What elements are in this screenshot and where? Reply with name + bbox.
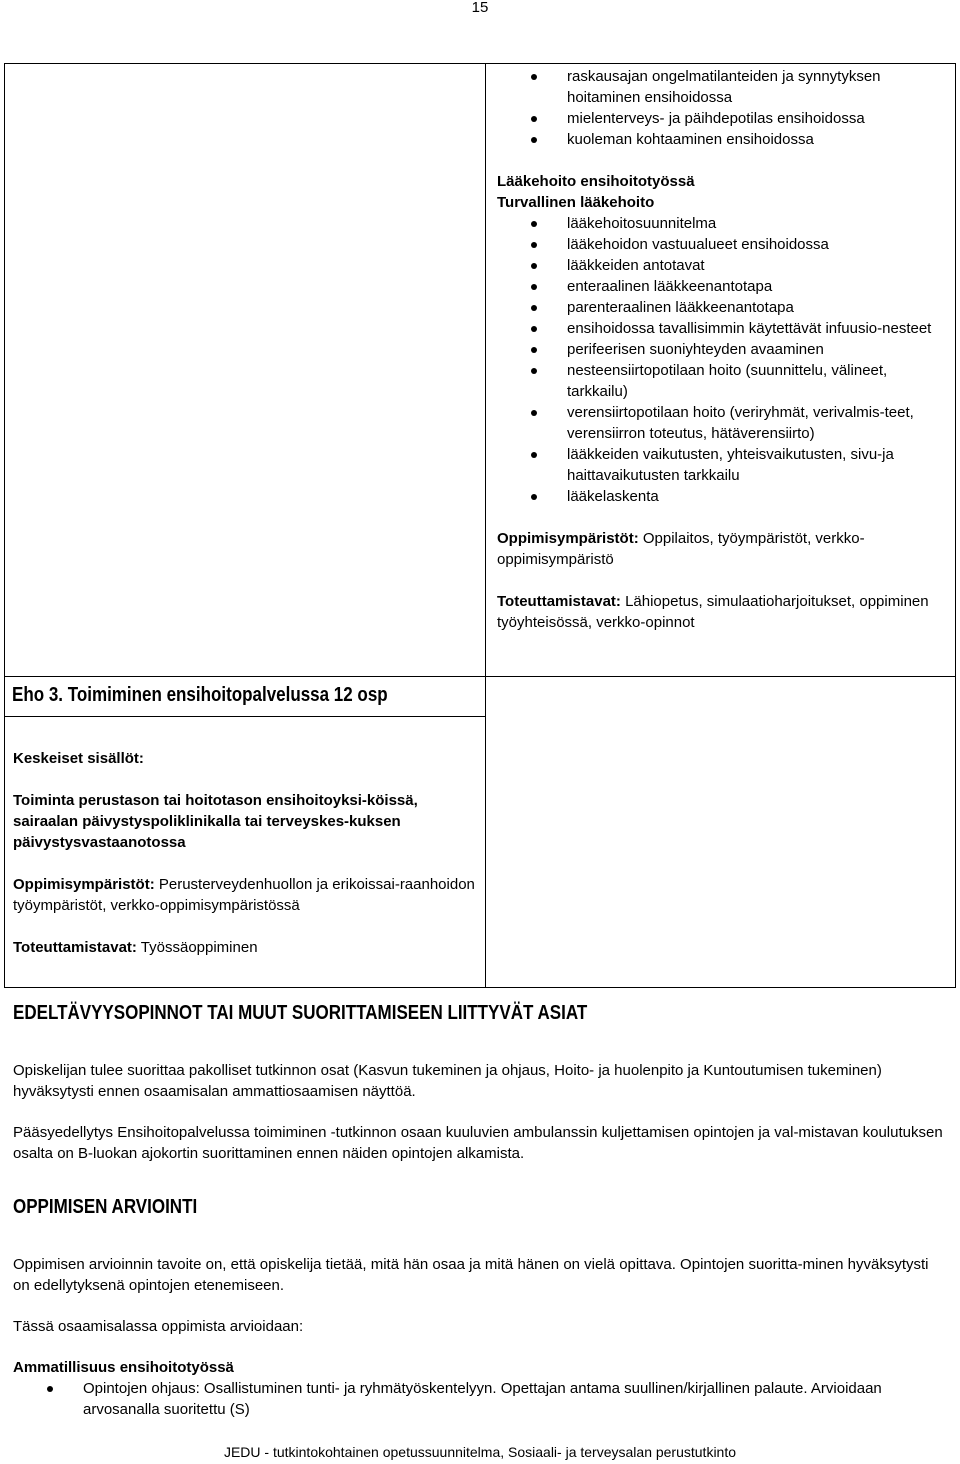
section-heading: Lääkehoito ensihoitotyössä: [497, 173, 695, 190]
assessment-subheading: Ammatillisuus ensihoitotyössä: [13, 1359, 234, 1376]
list-item: enteraalinen lääkkeenantotapa: [497, 276, 949, 297]
learning-environments: Oppimisympäristöt: Oppilaitos, työympäristöt, verkko-oppimisympäristö: [497, 530, 865, 568]
key-contents-label: Keskeiset sisällöt:: [13, 750, 144, 767]
eho3-content: [13, 748, 483, 958]
table-border-top: [4, 63, 956, 64]
list-item: perifeerisen suoniyhteyden avaaminen: [497, 339, 949, 360]
upper-right-cell: [497, 66, 949, 633]
list-item: kuoleman kohtaaminen ensihoidossa: [497, 129, 949, 150]
list-item: mielenterveys- ja päihdepotilas ensihoidossa: [497, 108, 949, 129]
list-item: raskausajan ongelmatilanteiden ja synnytyksen hoitaminen ensihoidossa: [497, 66, 949, 108]
list-item: lääkkeiden antotavat: [497, 255, 949, 276]
learning-environments: Oppimisympäristöt: Perusterveydenhuollon ja erikoissai-raanhoidon työympäristöt, verkko-oppimisympäristössä: [13, 876, 475, 914]
list-item: lääkehoidon vastuualueet ensihoidossa: [497, 234, 949, 255]
prereq-paragraph-2: Pääsyedellytys Ensihoitopalvelussa toimiminen -tutkinnon osaan kuuluvien ambulanssin kuljettamisen opintojen ja val-mistavan koulutuksen osalta on B-luokan ajokortin suorittaminen ennen näiden opintojen alkamista.: [13, 1124, 943, 1162]
implementation-methods: Toteuttamistavat: Lähiopetus, simulaatioharjoitukset, oppiminen työyhteisössä, verkko-opinnot: [497, 593, 929, 631]
prereq-paragraph-1: Opiskelijan tulee suorittaa pakolliset tutkinnon osat (Kasvun tukeminen ja ohjaus, Hoito- ja huolenpito ja Kuntoutumisen tukeminen) hyväksytysti ennen osaamisalan ammattiosaamisen näyttöä.: [13, 1062, 882, 1100]
key-contents-text: Toiminta perustason tai hoitotason ensihoitoyksi-köissä, sairaalan päivystyspoliklinikalla tai terveyskes-kuksen päivystysvastaanotossa: [13, 792, 418, 851]
prereq-heading: EDELTÄVYYSOPINNOT TAI MUUT SUORITTAMISEEN LIITTYVÄT ASIAT: [13, 1002, 588, 1024]
eho3-title: Eho 3. Toimiminen ensihoitopalvelussa 12 osp: [12, 684, 388, 706]
assessment-list: [13, 1378, 948, 1420]
assessment-paragraph-2: Tässä osaamisalassa oppimista arvioidaan:: [13, 1318, 304, 1335]
implementation-methods: Toteuttamistavat: Työssäoppiminen: [13, 939, 258, 956]
list-item: parenteraalinen lääkkeenantotapa: [497, 297, 949, 318]
table-row-divider: [4, 676, 956, 677]
table-title-divider: [4, 716, 485, 717]
bullet-list-2: [497, 213, 949, 507]
page-number: 15: [471, 0, 489, 16]
assessment-paragraph-1: Oppimisen arvioinnin tavoite on, että opiskelija tietää, mitä hän osaa ja mitä hänen on vielä opittava. Opintojen suoritta-minen hyväksytysti on edellytyksenä opintojen etenemiseen.: [13, 1256, 929, 1294]
list-item: lääkehoitosuunnitelma: [497, 213, 949, 234]
table-border-left: [4, 63, 5, 988]
list-item: lääkkeiden vaikutusten, yhteisvaikutusten, sivu-ja haittavaikutusten tarkkailu: [497, 444, 949, 486]
list-item: ensihoidossa tavallisimmin käytettävät infuusio-nesteet: [497, 318, 949, 339]
bullet-list-1: [497, 66, 949, 150]
page-footer: JEDU - tutkintokohtainen opetussuunnitelma, Sosiaali- ja terveysalan perustutkinto: [223, 1444, 737, 1460]
table-border-bottom: [4, 987, 956, 988]
table-column-divider: [485, 63, 486, 988]
assessment-heading: OPPIMISEN ARVIOINTI: [13, 1196, 198, 1218]
list-item: lääkelaskenta: [497, 486, 949, 507]
table-border-right: [955, 63, 956, 988]
list-item: nesteensiirtopotilaan hoito (suunnittelu, välineet, tarkkailu): [497, 360, 949, 402]
list-item: verensiirtopotilaan hoito (veriryhmät, verivalmis-teet, verensiirron toteutus, hätäverensiirto): [497, 402, 949, 444]
list-item: Opintojen ohjaus: Osallistuminen tunti- ja ryhmätyöskentelyyn. Opettajan antama suullinen/kirjallinen palaute. Arvioidaan arvosanalla suoritettu (S): [13, 1378, 948, 1420]
section-subheading: Turvallinen lääkehoito: [497, 194, 655, 211]
